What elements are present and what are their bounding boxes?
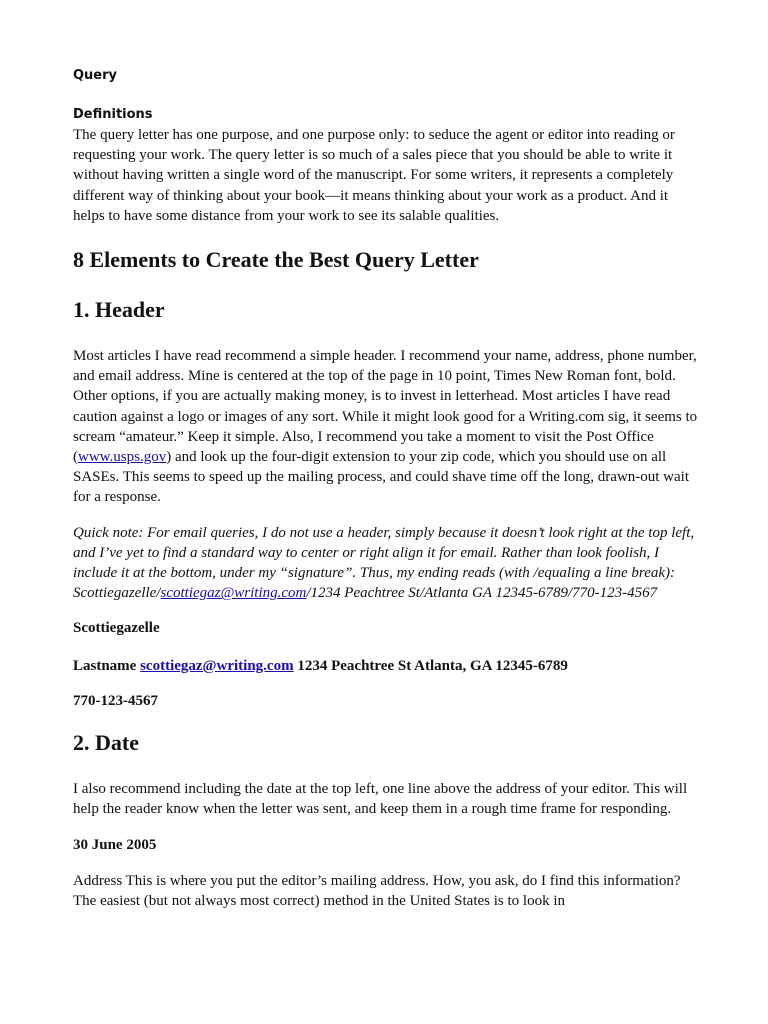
quick-note-paragraph: Quick note: For email queries, I do not use a header, simply because it doesn’t look right at the top left, and I’ve yet to find a standard way to center or right align it for email. Rather than look foolish, I include it at the bottom, under my “signature”. Thus, my ending reads (with /equaling a line break): Scottiegazelle/scottiegaz@writing.com/1234 Peachtree St/Atlanta GA 12345-6789/770-123-4567: [73, 524, 695, 602]
signature-email-link[interactable]: scottiegaz@writing.com: [140, 657, 294, 674]
signature-name: Scottiegazelle: [73, 620, 160, 637]
address-paragraph: Address This is where you put the editor’s mailing address. How, you ask, do I find this information? The easiest (but not always most correct) method in the United States is to look in: [73, 872, 681, 909]
heading-query: Query: [73, 68, 118, 83]
signature-line: Lastname scottiegaz@writing.com 1234 Peachtree St Atlanta, GA 12345-6789: [73, 657, 568, 674]
heading-definitions: Definitions: [73, 107, 153, 122]
section-header-heading: 1. Header: [73, 297, 165, 323]
document-page: [73, 66, 703, 911]
header-paragraph: Most articles I have read recommend a simple header. I recommend your name, address, phone number, and email address. Mine is centered at the top of the page in 10 point, Times New Roman font, bold. Other options, if you are actually making money, is to invest in letterhead. Most articles I have read caution against a logo or images of any sort. While it might look good for a Writing.com sig, it seems to scream “amateur.” Keep it simple. Also, I recommend you take a moment to visit the Post Office (www.usps.gov) and look up the four-digit extension to your zip code, which you should use on all SASEs. This seems to speed up the mailing process, and could shave time off the long, drawn-out wait for a response.: [73, 348, 698, 506]
quick-note-email-link[interactable]: scottiegaz@writing.com: [160, 585, 307, 602]
definitions-paragraph: The query letter has one purpose, and one purpose only: to seduce the agent or editor into reading or requesting your work. The query letter is so much of a sales piece that you should be able to write it without having written a single word of the manuscript. For some writers, it represents a completely different way of thinking about your book—it means thinking about your work as a product. And it helps to have some distance from your work to see its salable qualities.: [73, 127, 675, 224]
signature-phone: 770-123-4567: [73, 692, 158, 709]
date-paragraph: I also recommend including the date at the top left, one line above the address of your editor. This will help the reader know when the letter was sent, and keep them in a rough time frame for responding.: [73, 781, 688, 818]
date-example: 30 June 2005: [73, 837, 157, 854]
usps-link[interactable]: www.usps.gov: [78, 449, 167, 466]
article-title: 8 Elements to Create the Best Query Letter: [73, 247, 479, 273]
section-date-heading: 2. Date: [73, 730, 139, 756]
